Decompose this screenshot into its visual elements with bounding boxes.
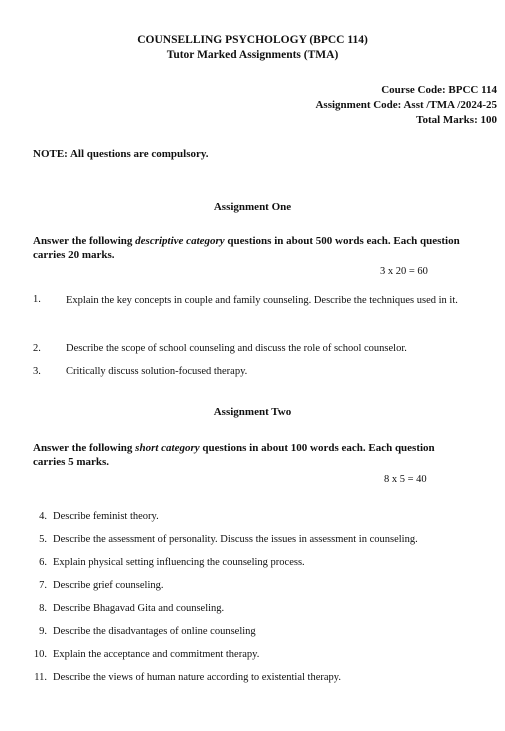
instruction-pre: Answer the following (33, 442, 136, 454)
question-item (25, 534, 418, 545)
total-marks: Total Marks: 100 (416, 114, 497, 126)
instruction-emphasis: short category (135, 442, 200, 454)
instruction-pre: Answer the following (33, 235, 136, 247)
assignment-two-heading: Assignment Two (213, 406, 292, 418)
question-item (25, 649, 259, 660)
assignment-one-marks: 3 x 20 = 60 (380, 266, 428, 277)
question-text: Explain the acceptance and commitment therapy. (53, 649, 260, 660)
question-number: 8. (39, 603, 47, 614)
instruction-post: questions in about 100 words each. Each question carries 5 marks. (33, 442, 435, 468)
instruction-emphasis: descriptive category (135, 235, 225, 247)
question-item (25, 603, 224, 614)
question-item (25, 672, 341, 683)
question-item (25, 626, 256, 637)
question-text: Describe Bhagavad Gita and counseling. (53, 603, 225, 614)
question-text: Describe grief counseling. (53, 580, 164, 591)
question-number: 6. (39, 557, 47, 568)
question-text: Explain the key concepts in couple and family counseling. Describe the techniques used in it. (66, 295, 458, 306)
question-number: 7. (39, 580, 47, 591)
note: NOTE: All questions are compulsory. (33, 148, 209, 160)
question-number: 11. (34, 672, 47, 683)
assignment-one-heading: Assignment One (213, 201, 292, 213)
instruction-post: questions in about 500 words each. Each question carries 20 marks. (33, 235, 460, 261)
question-number: 2. (33, 343, 41, 354)
question-number: 1. (33, 294, 41, 305)
assignment-two-marks: 8 x 5 = 40 (384, 474, 427, 485)
assignment-two-instruction (33, 441, 468, 469)
question-text: Describe the scope of school counseling and discuss the role of school counselor. (66, 343, 407, 354)
assignment-code: Assignment Code: Asst /TMA /2024-25 (315, 99, 497, 111)
question-item (25, 557, 305, 568)
question-text: Describe the assessment of personality. Discuss the issues in assessment in counseling. (53, 534, 418, 545)
question-number: 10. (33, 649, 47, 660)
document-title: COUNSELLING PSYCHOLOGY (BPCC 114) (137, 34, 368, 46)
question-item (25, 511, 159, 522)
question-text: Describe the views of human nature according to existential therapy. (53, 672, 341, 683)
question-text: Describe feminist theory. (53, 511, 159, 522)
question-text: Explain physical setting influencing the counseling process. (53, 557, 305, 568)
question-number: 5. (39, 534, 47, 545)
question-text: Describe the disadvantages of online counseling (53, 626, 256, 637)
question-number: 9. (39, 626, 47, 637)
question-number: 4. (39, 511, 47, 522)
question-number: 3. (33, 366, 41, 377)
assignment-one-instruction (33, 234, 463, 262)
question-item (25, 580, 164, 591)
document-subtitle: Tutor Marked Assignments (TMA) (166, 49, 339, 61)
question-text: Critically discuss solution-focused therapy. (66, 366, 248, 377)
course-code: Course Code: BPCC 114 (381, 84, 497, 96)
